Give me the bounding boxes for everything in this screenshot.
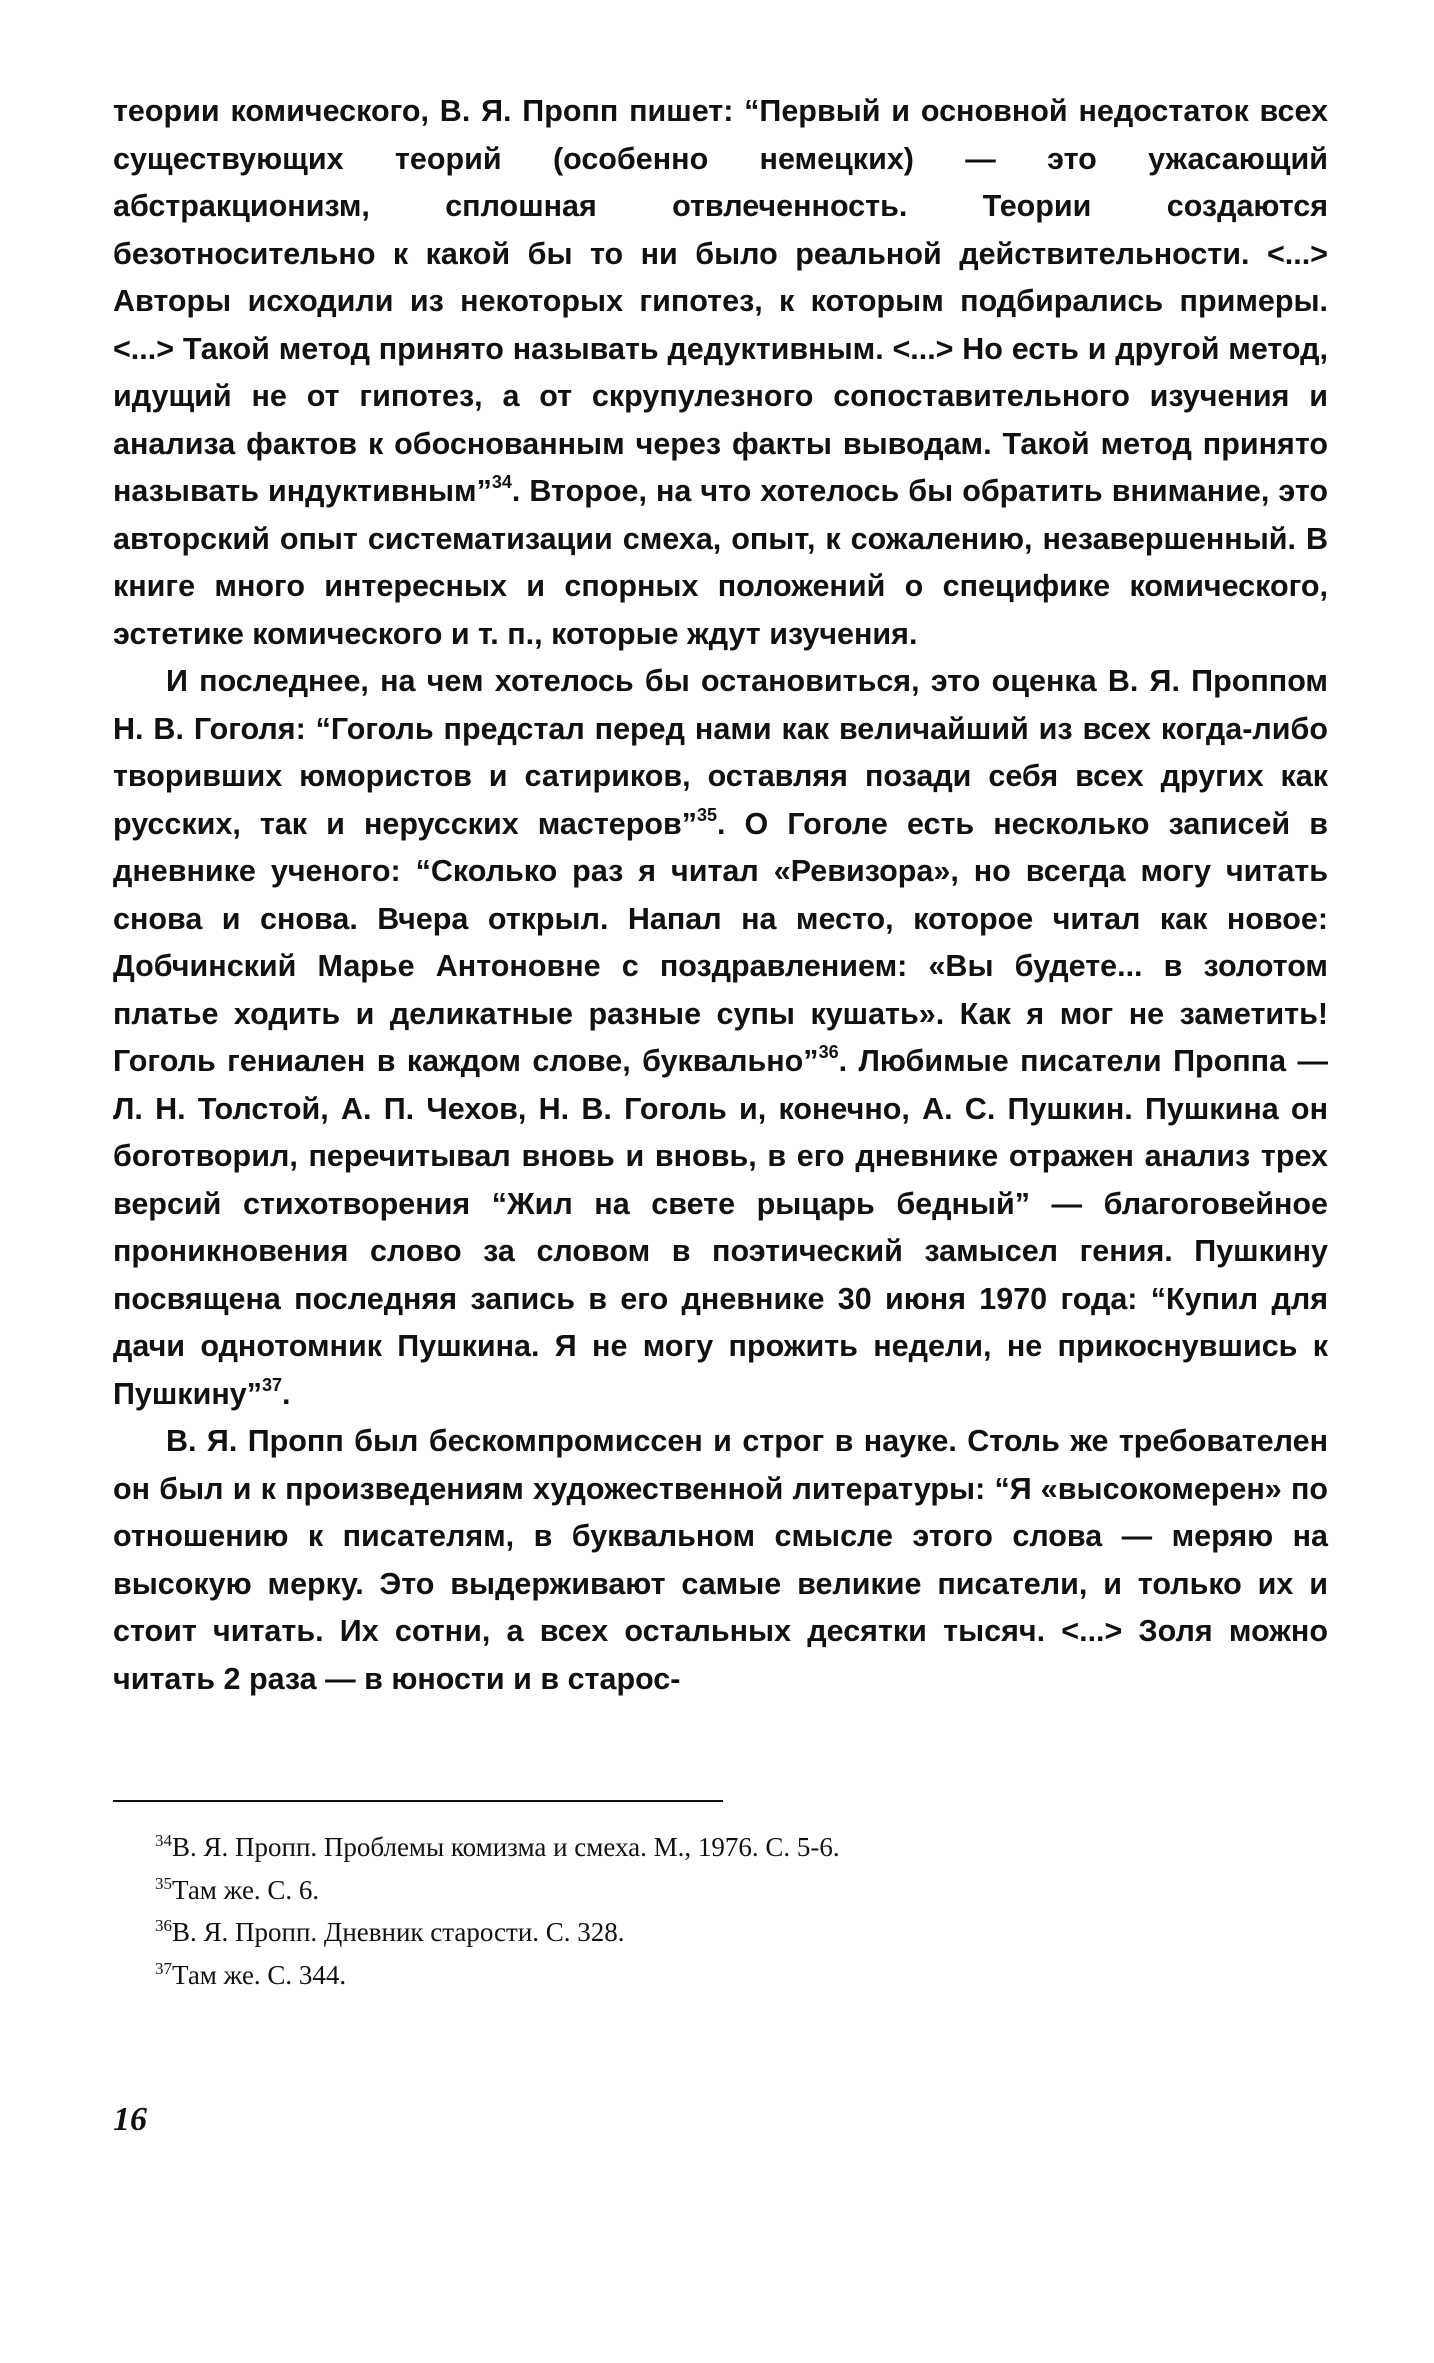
footnote-number: 35 <box>155 1873 172 1893</box>
footnote-number: 36 <box>155 1916 172 1935</box>
paragraph-text: И последнее, на чем хотелось бы остановиться, это оценка В. Я. Проппом Н. В. Гоголя: “Гоголь предстал перед нами как величайший из всех когда-либо творивших юмористов и сатириков, оставляя позади себя всех других как русских, так и нерусских мастеров” <box>113 664 1328 841</box>
footnote-text: Там же. С. 6. <box>172 1874 320 1905</box>
paragraph <box>113 1418 1328 1703</box>
footnote-separator <box>113 1800 723 1802</box>
footnote-text: В. Я. Пропп. Проблемы комизма и смеха. М., 1976. С. 5-6. <box>172 1832 840 1862</box>
page-number: 16 <box>113 2101 147 2138</box>
footnote-reference: 36 <box>818 1042 839 1062</box>
paragraph-text: . <box>282 1376 291 1411</box>
paragraph-text: теории комического, В. Я. Пропп пишет: “Первый и основной недостаток всех существующих теорий (особенно немецких) — это ужасающий абстракционизм, сплошная отвлеченность. Теории создаются безотносительно к какой бы то ни было реальной действительности. <...> Авторы исходили из некоторых гипотез, к которым подбирались примеры. <...> Такой метод принято называть дедуктивным. <...> Но есть и другой метод, идущий не от гипотез, а от скрупулезного сопоставительного изучения и анализа фактов к обоснованным через факты выводам. Такой метод принято называть индуктивным” <box>113 94 1328 508</box>
paragraph-text: . Второе, на что хотелось бы обратить внимание, это авторский опыт систематизации смеха, опыт, к сожалению, незавершенный. В книге много интересных и спорных положений о специфике комического, эстетике комического и т. п., которые ждут изучения. <box>113 474 1328 651</box>
paragraph-text: В. Я. Пропп был бескомпромиссен и строг в науке. Столь же требователен он был и к произведениям художественной литературы: “Я «высокомерен» по отношению к писателям, в буквальном смысле этого слова — меряю на высокую мерку. Это выдерживают самые великие писатели, и только их и стоит читать. Их сотни, а всех остальных десятки тысяч. <...> Золя можно читать 2 раза — в юности и в старос- <box>113 1424 1328 1696</box>
footnote-reference: 37 <box>261 1374 282 1395</box>
paragraph <box>113 88 1328 658</box>
paragraph <box>113 658 1328 1418</box>
paragraph-text: . О Гоголе есть несколько записей в дневнике ученого: “Сколько раз я читал «Ревизора», но всегда могу читать снова и снова. Вчера открыл. Напал на место, которое читал как новое: Добчинский Марье Антоновне с поздравлением: «Вы будете... в золотом платье ходить и деликатные разные супы кушать». Как я мог не заметить! Гоголь гениален в каждом слове, буквально” <box>113 806 1328 1078</box>
footnote-number: 34 <box>155 1831 172 1850</box>
footnote-text: Там же. С. 344. <box>172 1959 347 1990</box>
footnote <box>155 1826 1305 1869</box>
footnotes <box>155 1826 1305 1996</box>
footnote-reference: 35 <box>696 804 718 825</box>
footnote <box>155 1954 1305 1997</box>
footnote <box>155 1869 1305 1912</box>
main-text <box>113 88 1328 1703</box>
paragraph-text: . Любимые писатели Проппа — Л. Н. Толстой, А. П. Чехов, Н. В. Гоголь и, конечно, А. С. Пушкин. Пушкина он боготворил, перечитывал вновь и вновь, в его дневнике отражен анализ трех версий стихотворения “Жил на свете рыцарь бедный” — благоговейное проникновения слово за словом в поэтический замысел гения. Пушкину посвящена последняя запись в его дневнике 30 июня 1970 года: “Купил для дачи однотомник Пушкина. Я не могу прожить недели, не прикоснувшись к Пушкину” <box>113 1044 1329 1411</box>
footnote <box>155 1911 1305 1954</box>
footnote-text: В. Я. Пропп. Дневник старости. С. 328. <box>172 1917 625 1947</box>
footnote-number: 37 <box>155 1958 172 1978</box>
footnote-reference: 34 <box>491 472 512 492</box>
